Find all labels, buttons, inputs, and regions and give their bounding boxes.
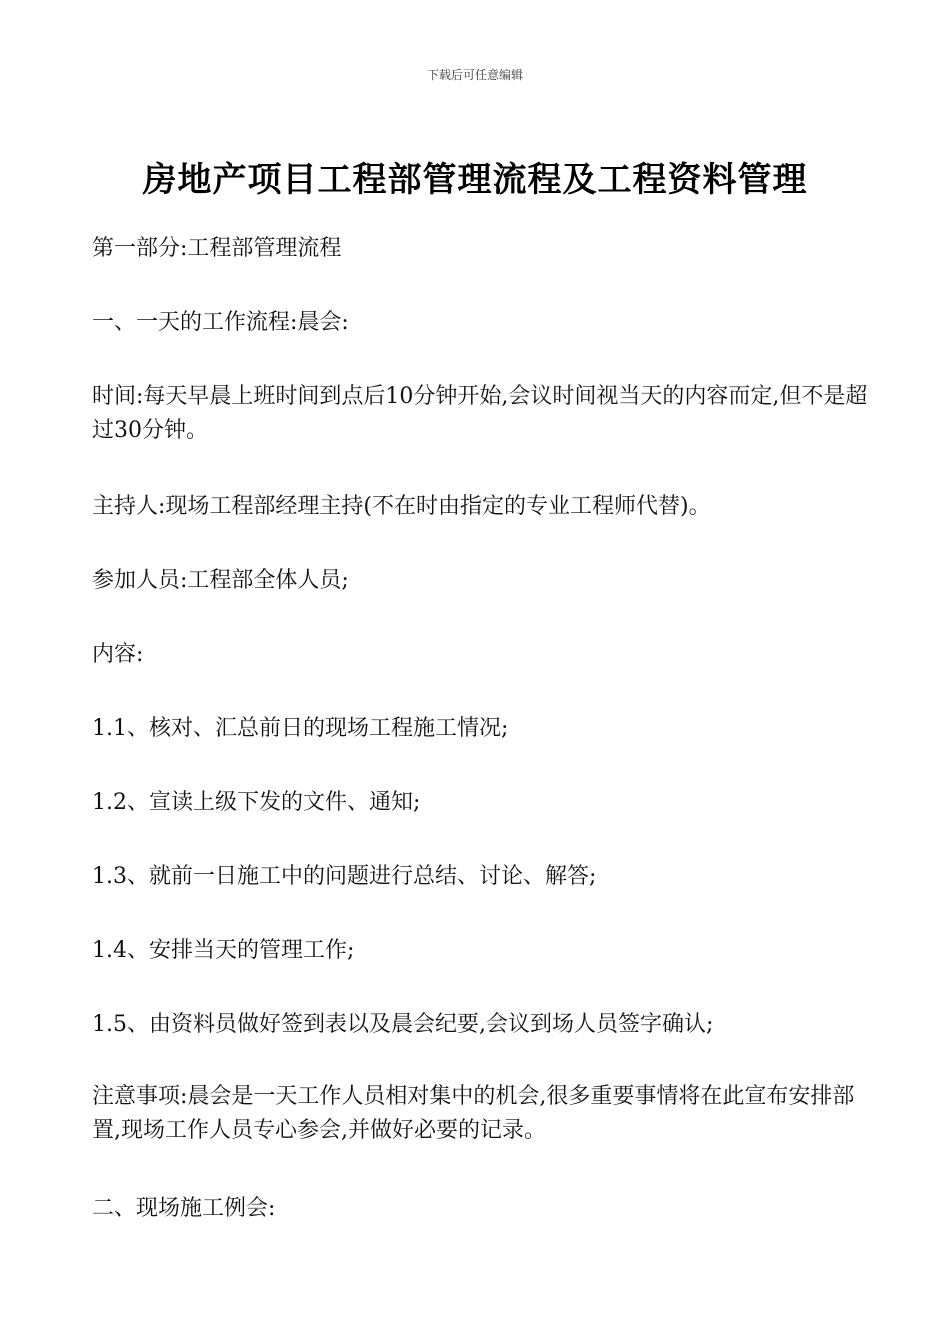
paragraph-attendees: 参加人员:工程部全体人员; <box>92 568 349 593</box>
list-item: 1.1、核对、汇总前日的现场工程施工情况; <box>92 716 509 741</box>
list-item: 1.2、宣读上级下发的文件、通知; <box>92 790 421 815</box>
section-heading: 第一部分:工程部管理流程 <box>92 236 342 261</box>
subsection-heading: 一、一天的工作流程:晨会: <box>92 310 349 335</box>
list-item: 1.4、安排当天的管理工作; <box>92 938 355 963</box>
subsection-heading: 二、现场施工例会: <box>92 1196 276 1221</box>
paragraph-notes: 注意事项:晨会是一天工作人员相对集中的机会,很多重要事情将在此宣布安排部置,现场工作人员专心参会,并做好必要的记录。 <box>92 1084 855 1143</box>
header-note: 下载后可任意编辑 <box>426 68 523 82</box>
document-title: 房地产项目工程部管理流程及工程资料管理 <box>142 160 808 200</box>
list-item: 1.5、由资料员做好签到表以及晨会纪要,会议到场人员签字确认; <box>92 1012 714 1037</box>
paragraph-time: 时间:每天早晨上班时间到点后10分钟开始,会议时间视当天的内容而定,但不是超过30分钟。 <box>92 384 868 443</box>
list-item: 1.3、就前一日施工中的问题进行总结、讨论、解答; <box>92 864 597 889</box>
paragraph-content-label: 内容: <box>92 642 144 667</box>
paragraph-host: 主持人:现场工程部经理主持(不在时由指定的专业工程师代替)。 <box>92 494 711 519</box>
